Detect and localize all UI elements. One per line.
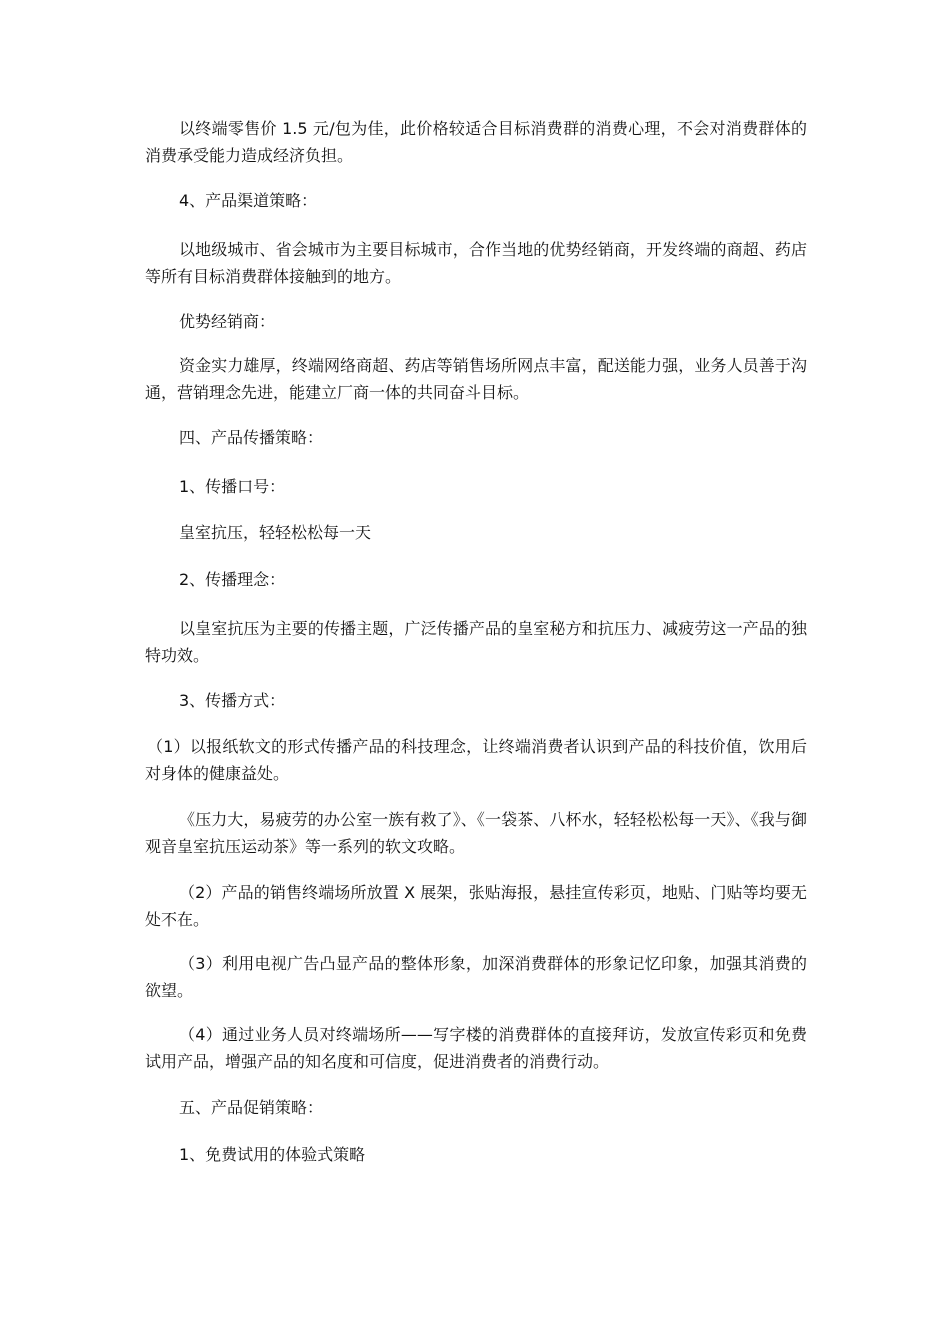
heading-communication-methods: 3、传播方式：: [179, 691, 286, 710]
paragraph-soft-articles: 《压力大，易疲劳的办公室一族有救了》、《一袋茶、八杯水，轻轻松松每一天》、《我与御观音皇室抗压运动茶》等一系列的软文攻略。: [145, 810, 807, 856]
heading-channel-strategy: 4、产品渠道策略：: [179, 191, 318, 210]
heading-communication-strategy: 四、产品传播策略：: [179, 428, 324, 447]
heading-slogan: 1、传播口号：: [179, 477, 286, 496]
paragraph-method-2: （2）产品的销售终端场所放置 X 展架，张贴海报，悬挂宣传彩页，地贴、门贴等均要无处不在。: [145, 883, 807, 929]
paragraph-method-4: （4）通过业务人员对终端场所——写字楼的消费群体的直接拜访，发放宣传彩页和免费试用产品，增强产品的知名度和可信度，促进消费者的消费行动。: [145, 1025, 807, 1071]
paragraph-communication-theme: 以皇室抗压为主要的传播主题，广泛传播产品的皇室秘方和抗压力、减疲劳这一产品的独特功效。: [145, 619, 807, 665]
paragraph-method-1: （1）以报纸软文的形式传播产品的科技理念，让终端消费者认识到产品的科技价值，饮用后对身体的健康益处。: [145, 737, 807, 783]
heading-communication-concept: 2、传播理念：: [179, 570, 286, 589]
paragraph-method-3: （3）利用电视广告凸显产品的整体形象，加深消费群体的形象记忆印象，加强其消费的欲望。: [145, 954, 807, 1000]
heading-free-trial: 1、免费试用的体验式策略: [179, 1145, 366, 1164]
paragraph-target-cities: 以地级城市、省会城市为主要目标城市，合作当地的优势经销商，开发终端的商超、药店等所有目标消费群体接触到的地方。: [145, 240, 807, 286]
paragraph-slogan: 皇室抗压，轻轻松松每一天: [179, 523, 372, 542]
heading-promotion-strategy: 五、产品促销策略：: [179, 1098, 324, 1117]
heading-dealers: 优势经销商：: [179, 312, 276, 331]
paragraph-retail-price: 以终端零售价 1.5 元/包为佳，此价格较适合目标消费群的消费心理，不会对消费群体的消费承受能力造成经济负担。: [145, 119, 807, 165]
paragraph-dealer-strength: 资金实力雄厚，终端网络商超、药店等销售场所网点丰富，配送能力强，业务人员善于沟通，营销理念先进，能建立厂商一体的共同奋斗目标。: [145, 356, 807, 402]
